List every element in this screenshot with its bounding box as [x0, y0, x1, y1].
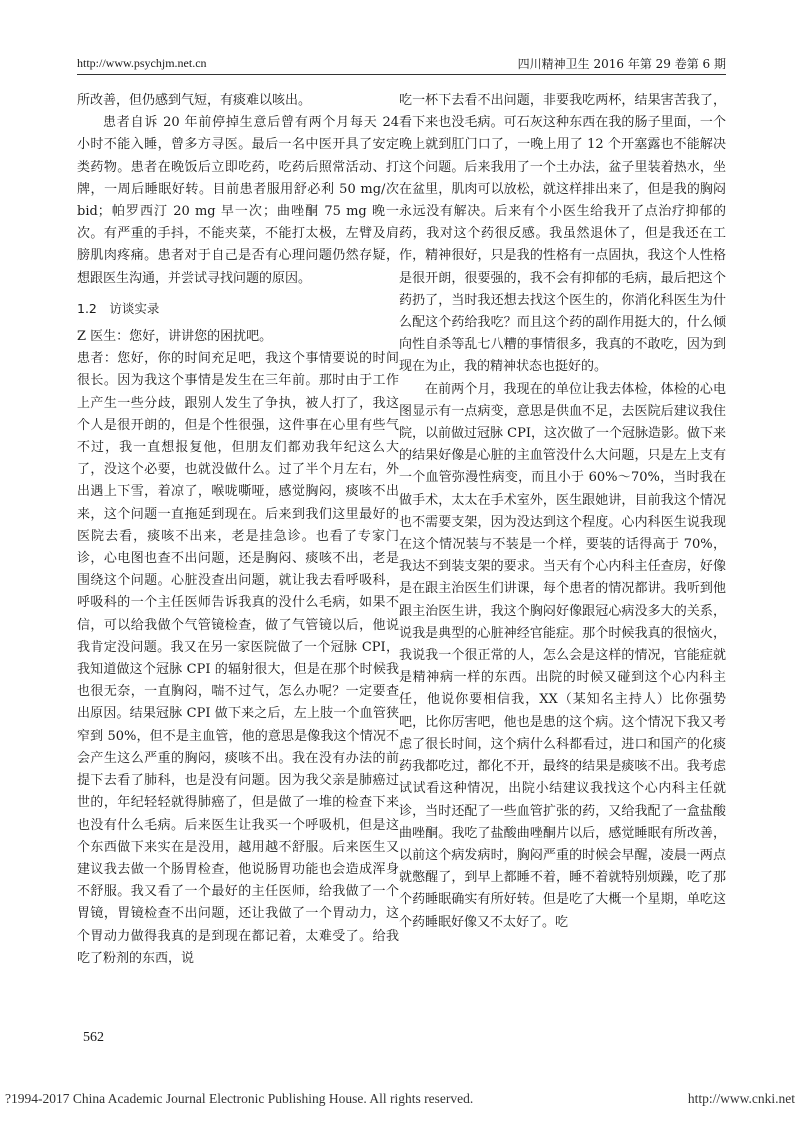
paragraph: 所改善，但仍感到气短，有痰难以咳出。: [77, 93, 312, 108]
footer-link[interactable]: http://www.cnki.net: [687, 1091, 795, 1106]
left-column: [77, 90, 399, 970]
section-heading: 1.2 访谈实录: [77, 300, 160, 316]
paragraph: Z 医生：您好，讲讲您的困扰吧。: [77, 329, 273, 345]
journal-issue: 四川精神卫生 2016 年第 29 卷第 6 期: [517, 57, 726, 71]
page-number: 562: [83, 1030, 104, 1045]
right-column: [399, 90, 726, 934]
copyright-notice: ?1994-2017 China Academic Journal Electronic Publishing House. All rights reserved.: [5, 1091, 474, 1106]
paragraph: 患者：您好，你的时间充足吧，我这个事情要说的时间很长。因为我这个事情是发生在三年前。那时由于工作上产生一些分歧，跟别人发生了争执，被人打了，我这个人是很开朗的，但是个性很强，这件事在心里有些气不过，我一直想报复他，但朋友们都劝我年纪这么大了，没这个必要，也就没做什么。过了半个月左右，外出遇上下雪，着凉了，喉咙嘶哑，感觉胸闷，痰咳不出来，这个问题一直拖延到现在。后来到我们这里最好的医院去看，痰咳不出来，老是挂急诊。也看了专家门诊，心电图也查不出问题，还是胸闷、痰咳不出，老是围绕这个问题。心脏没查出问题，就让我去看呼吸科，呼吸科的一个主任医师告诉我真的没什么毛病，如果不信，可以给我做个气管镜检查，做了气管镜以后，他说我肯定没问题。我又在另一家医院做了一个冠脉 CPI，我知道做这个冠脉 CPI 的辐射很大，但是在那个时候我也很无奈，一直胸闷，喘不过气，怎么办呢？一定要查出原因。结果冠脉 CPI 做下来之后，左上肢一个血管狭窄到 50%，但不是主血管，他的意思是像我这个情况不会产生这么严重的胸闷，痰咳不出。我在没有办法的前提下去看了肺科，也是没有问题。因为我父亲是肺癌过世的，年纪轻轻就得肺癌了，但是做了一堆的检查下来也没有什么毛病。后来医生让我买一个呼吸机，但是这个东西做下来实在是没用，越用越不舒服。后来医生又建议我去做一个肠胃检查，他说肠胃功能也会造成浑身不舒服。我又看了一个最好的主任医师，给我做了一个胃镜，胃镜检查不出问题，还让我做了一个胃动力，这个胃动力做得我真的是到现在都记着，太难受了。给我吃了粉剂的东西，说: [77, 351, 399, 966]
journal-url[interactable]: http://www.psychjm.net.cn: [77, 56, 207, 70]
paragraph: 患者自诉 20 年前停掉生意后曾有两个月每天 24 小时不能入睡，曾多方寻医。最后一名中医开具了安定类药物。患者在晚饭后立即吃药，吃药后照常活动、打牌，一周后睡眠好转。目前患者服用舒必利 50 mg/次 bid；帕罗西汀 20 mg 早一次；曲唑酮 75 mg 晚一次。有严重的手抖，不能夹菜，不能打太极，左臂及肩膀肌肉疼痛。患者对于自己是否有心理问题仍然存疑，想跟医生沟通，并尝试寻找问题的原因。: [77, 115, 399, 286]
paragraph: 在前两个月，我现在的单位让我去体检，体检的心电图显示有一点病变，意思是供血不足，去医院后建议我住院，以前做过冠脉 CPI，这次做了一个冠脉造影。做下来的结果好像是心脏的主血管没什么大问题，只是左上支有一个血管弥漫性病变，而且小于 60%～70%，当时我在做手术，太太在手术室外，医生跟她讲，目前我这个情况也不需要支架，因为没达到这个程度。心内科医生说我现在这个情况装与不装是一个样，要装的话得高于 70%，我达不到装支架的要求。当天有个心内科主任查房，好像是在跟主治医生们讲课，每个患者的情况都讲。我听到他跟主治医生讲，我这个胸闷好像跟冠心病没多大的关系，说我是典型的心脏神经官能症。那个时候我真的很恼火，我说我一个很正常的人，怎么会是这样的情况，官能症就是精神病一样的东西。出院的时候又碰到这个心内科主任，他说你要相信我，XX（某知名主持人）比你强势吧，比你厉害吧，他也是患的这个病。这个情况下我又考虑了很长时间，这个病什么科都看过，进口和国产的化痰药我都吃过，都化不开，最终的结果是痰咳不出。我考虑试试看这种情况，出院小结建议我找这个心内科主任就诊，当时还配了一些血管扩张的药，又给我配了一盒盐酸曲唑酮。我吃了盐酸曲唑酮片以后，感觉睡眠有所改善，以前这个病发病时，胸闷严重的时候会早醒，凌晨一两点就憋醒了，到早上都睡不着，睡不着就特别烦躁，吃了那个药睡眠确实有所好转。但是吃了大概一个星期，单吃这个药睡眠好像又不太好了。吃: [399, 381, 726, 930]
running-header: [77, 54, 726, 75]
paragraph: 吃一杯下去看不出问题，非要我吃两杯，结果害苦我了，看下来也没毛病。可石灰这种东西在我的肠子里面，一个晚上就到肛门口了，一晚上用了 12 个开塞露也不能解决这个问题。后来我用了一个土办法，盆子里装着热水，坐在盆里，肌肉可以放松，就这样排出来了，但是我的胸闷永远没有解决。后来有个小医生给我开了点治疗抑郁的药，我对这个药很反感。我虽然退休了，但是我还在工作，精神很好，只是我的性格有一点固执，我这个人性格是很开朗，很要强的，我不会有抑郁的毛病，最后把这个药扔了，当时我还想去找这个医生的，你消化科医生为什么配这个药给我吃？而且这个药的副作用挺大的，什么倾向性自杀等乱七八糟的事情很多，我真的不敢吃，因为到现在为止，我的精神状态也挺好的。: [399, 93, 726, 375]
